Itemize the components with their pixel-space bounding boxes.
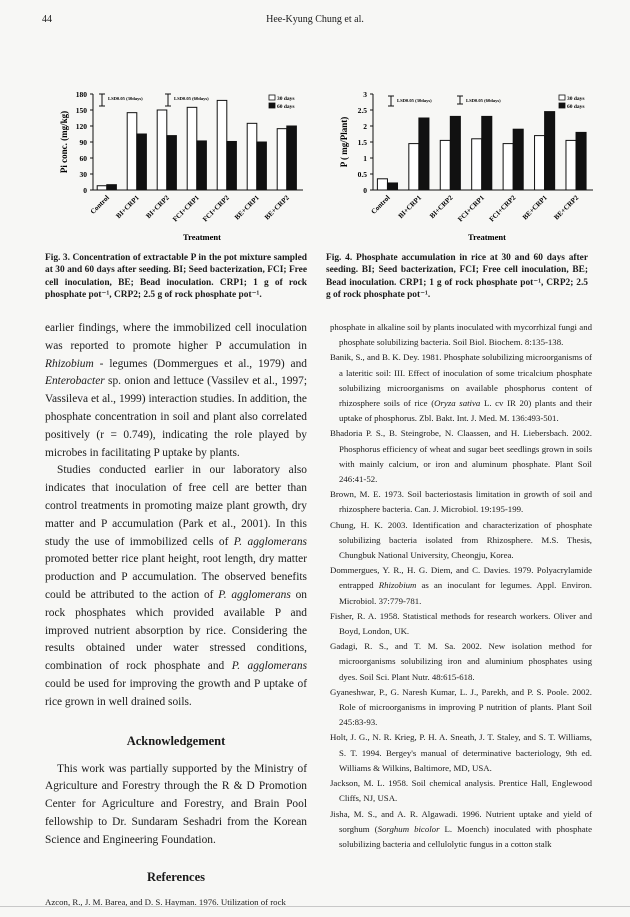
y-tick-label: 60 (79, 154, 87, 163)
reference-entry: Holt, J. G., N. R. Krieg, P. H. A. Sneath, J. T. Staley, and S. T. Williams, S. T. 1994. Bergey's manual of determinative bacteriology, 9th ed. Williams & Wilkins, Baltimore, MD, USA. (330, 732, 592, 773)
x-tick-label: BI+CRP2 (144, 193, 171, 221)
x-tick-label: FCI+CRP1 (171, 193, 201, 224)
legend-label: 60 days (567, 104, 585, 110)
y-tick-label: 3 (363, 90, 367, 99)
body-paragraph-text: Studies conducted earlier in our laboratory also indicates that inoculation of free cell are better than control treatments in promoting maize plant growth, dry matter and P accumulation (Park et al., 2001). In this study the use of immobilized cells of P. agglomerans promoted better rice plant height, root length, dry matter production and P accumulation. The observed benefits could be attributed to the action of P. agglomerans on rock phosphates which provided available P and improved nutrient absorption by rice. Considering the results obtained under water stressed conditions, combination of rock phosphate and P. agglomerans could be used for improving the growth and P uptake of rice grown in well drained soils. (45, 464, 308, 708)
reference-entry: Jisha, M. S., and A. R. Algawadi. 1996. Nutrient uptake and yield of sorghum (Sorghum bicolor L. Moench) inoculated with phosphate solubilizing bacteria and cellulolytic fungus in a cotton stalk (330, 808, 592, 849)
reference-entry: Gyaneshwar, P., G. Naresh Kumar, L. J., Parekh, and P. S. Poole. 2002. Role of microorganisms in improving P nutrition of plants. Plant Soil 245:83-93. (330, 686, 592, 728)
y-tick-label: 0 (83, 186, 87, 195)
reference-entry: Brown, M. E. 1973. Soil bacteriostasis limitation in growth of soil and rhizosphere bacteria. Can. J. Microbiol. 19:195-199. (330, 489, 592, 515)
legend-swatch-30-days (559, 95, 565, 100)
y-tick-label: 0.5 (357, 170, 367, 179)
bar-30-days (409, 144, 419, 190)
bar-60-days (167, 136, 177, 190)
x-tick-label: FCI+CRP2 (487, 193, 518, 224)
legend-swatch-30-days (269, 95, 275, 100)
y-tick-label: 180 (75, 90, 87, 99)
bar-60-days (257, 142, 267, 190)
bar-30-days (440, 140, 450, 190)
x-tick-label: BI+CRP2 (428, 193, 455, 221)
bar-30-days (247, 123, 257, 190)
left-column (45, 320, 307, 910)
lsd-label: LSD0.05 (60days) (466, 98, 501, 103)
bar-60-days (450, 116, 460, 190)
x-tick-label: BE+CRP1 (521, 193, 549, 222)
reference-entry: Chung, H. K. 2003. Identification and characterization of phosphate solubilizing bacteria isolated from Rhizosphere. M.S. Thesis, Chungbuk National University, Cheongju, Korea. (330, 519, 592, 561)
bar-60-days (545, 112, 555, 190)
x-axis-label: Treatment (468, 232, 506, 242)
bar-30-days (472, 139, 482, 190)
bar-30-days (127, 113, 137, 190)
reference-entry: Fisher, R. A. 1958. Statistical methods for research workers. Oliver and Boyd, London, UK. (330, 610, 592, 637)
acknowledgement-heading: Acknowledgement (126, 733, 226, 748)
y-tick-label: 1.5 (357, 138, 367, 147)
reference-entry: phosphate in alkaline soil by plants inoculated with mycorrhizal fungi and phosphate solubilizing bacteria. Soil Biol. Biochem. 8:135-138. (330, 322, 592, 348)
page-number: 44 (42, 14, 52, 25)
figure-3-caption: Fig. 3. Concentration of extractable P in the pot mixture sampled at 30 and 60 days after seeding. BI; Seed bacterization, FCI; Free cell inoculation, BE; Bead inoculation. CRP1; 1 g of rock phosphate pot⁻¹, CRP2; 2.5 g of rock phosphate pot⁻¹. (45, 253, 307, 300)
bar-60-days (387, 183, 397, 190)
running-title: Hee-Kyung Chung et al. (266, 14, 364, 25)
reference-entry: Banik, S., and B. K. Dey. 1981. Phosphate solubilizing microorganisms of a lateritic soil: III. Effect of inoculation of some tricalcium phosphate solubilizing microorganisms on available phosphorus content of rhizosphere soils of rice (Oryza sativa L. cv IR 20) plants and their uptake of phosphorus. Zbl. Bakt. Int. J. Med. M. 136:493-501. (330, 352, 592, 424)
bar-30-days (97, 186, 107, 190)
y-tick-label: 1 (363, 154, 367, 163)
bar-60-days (419, 118, 429, 190)
bar-60-days (107, 185, 117, 190)
y-tick-label: 30 (79, 170, 87, 179)
page-header (0, 14, 630, 30)
page-edge-line (0, 906, 630, 907)
acknowledgement-text: This work was partially supported by the Ministry of Agriculture and Forestry through the R & D Promotion Center for Agriculture and Forestry, and Brain Pool fellowship to Dr. Sundaram Seshadri from the Korean Science and Engineering Foundation. (45, 762, 307, 846)
bar-60-days (227, 141, 237, 190)
bar-30-days (217, 100, 227, 190)
bar-60-days (513, 129, 523, 190)
y-axis-label: Pi conc. (mg/kg) (59, 110, 69, 174)
legend-swatch-60-days (269, 103, 275, 108)
bar-30-days (566, 140, 576, 190)
x-tick-label: BE+CRP2 (263, 193, 291, 222)
lsd-label: LSD0.05 (30days) (397, 98, 432, 103)
lsd-label: LSD0.05 (30days) (108, 96, 143, 101)
bar-30-days (377, 179, 387, 190)
bar-60-days (137, 134, 147, 190)
x-tick-label: BI+CRP1 (114, 193, 141, 221)
x-tick-label: Control (369, 193, 392, 216)
x-tick-label: BI+CRP1 (396, 193, 424, 221)
bar-30-days (503, 144, 513, 190)
x-tick-label: Control (88, 193, 111, 216)
reference-entry: Gadagi, R. S., and T. M. Sa. 2002. New isolation method for microorganisms solubilizing iron and aluminium phosphates using dyes. Soil Sci. Plant Nutr. 48:615-618. (330, 641, 592, 682)
references-heading: References (146, 869, 206, 884)
reference-entry: Azcon, R., J. M. Barea, and D. S. Hayman. 1976. Utilization of rock (45, 896, 286, 907)
lsd-label: LSD0.05 (60days) (174, 96, 209, 101)
figure-4-caption: Fig. 4. Phosphate accumulation in rice at 30 and 60 days after seeding. BI; Seed bacterization, FCI; Free cell inoculation, BE; Bead inoculation. CRP1; 1 g of rock phosphate pot⁻¹, CRP2; 2.5 g of rock phosphate pot⁻¹. (326, 253, 588, 300)
figure-3 (38, 84, 308, 246)
bar-60-days (197, 141, 207, 190)
reference-entry: Dommergues, Y. R., H. G. Diem, and C. Davies. 1979. Polyacrylamide entrapped Rhizobium as an inoculant for legumes. Appl. Environ. Microbiol. 37:779-781. (330, 565, 592, 606)
legend-swatch-60-days (559, 103, 565, 108)
x-tick-label: BE+CRP2 (552, 193, 581, 222)
bar-30-days (157, 110, 167, 190)
bar-60-days (482, 116, 492, 190)
reference-entry: Jackson, M. L. 1958. Soil chemical analysis. Prentice Hall, Englewood Cliffs, NJ, USA. (330, 778, 592, 804)
bar-60-days (576, 132, 586, 190)
y-tick-label: 150 (75, 106, 87, 115)
x-tick-label: FCI+CRP2 (201, 193, 231, 224)
figure-4 (325, 84, 597, 246)
y-tick-label: 90 (79, 138, 87, 147)
x-tick-label: BE+CRP1 (233, 193, 261, 222)
bar-30-days (187, 107, 197, 190)
y-tick-label: 2 (363, 122, 367, 131)
body-paragraph: earlier findings, where the immobilized cell inoculation was reported to promote higher P accumulation in Rhizobium - legumes (Dommergues et al., 1979) and Enterobacter sp. onion and lettuce (Vassilev et al., 1997; Vassileva et al., 1999) interaction studies. In addition, the phosphate concentration in soil and plant also correlated positively (r = 0.749), indicating the role played by microbes in facilitating P uptake by plants. (45, 322, 307, 459)
x-tick-label: FCI+CRP1 (456, 193, 486, 224)
bar-60-days (287, 126, 297, 190)
bar-30-days (277, 129, 287, 190)
legend-label: 30 days (567, 96, 585, 102)
legend-label: 60 days (277, 104, 295, 110)
y-tick-label: 0 (363, 186, 367, 195)
y-tick-label: 2.5 (357, 106, 367, 115)
x-axis-label: Treatment (183, 232, 221, 242)
y-axis-label: P ( mg/Plant) (339, 116, 349, 168)
y-tick-label: 120 (75, 122, 87, 131)
right-column (330, 320, 592, 852)
bar-30-days (535, 136, 545, 190)
reference-entry: Bhadoria P. S., B. Steingrobe, N. Claassen, and H. Liebersbach. 2002. Phosphorus efficiency of wheat and sugar beet seedlings grown in soils with mainly calcium, or iron and aluminum phosphate. Plant Soil 246:41-52. (330, 428, 592, 485)
legend-label: 30 days (277, 96, 295, 102)
figure-4-chart (325, 84, 597, 246)
body-paragraph (45, 462, 307, 711)
figure-3-chart (38, 84, 308, 246)
